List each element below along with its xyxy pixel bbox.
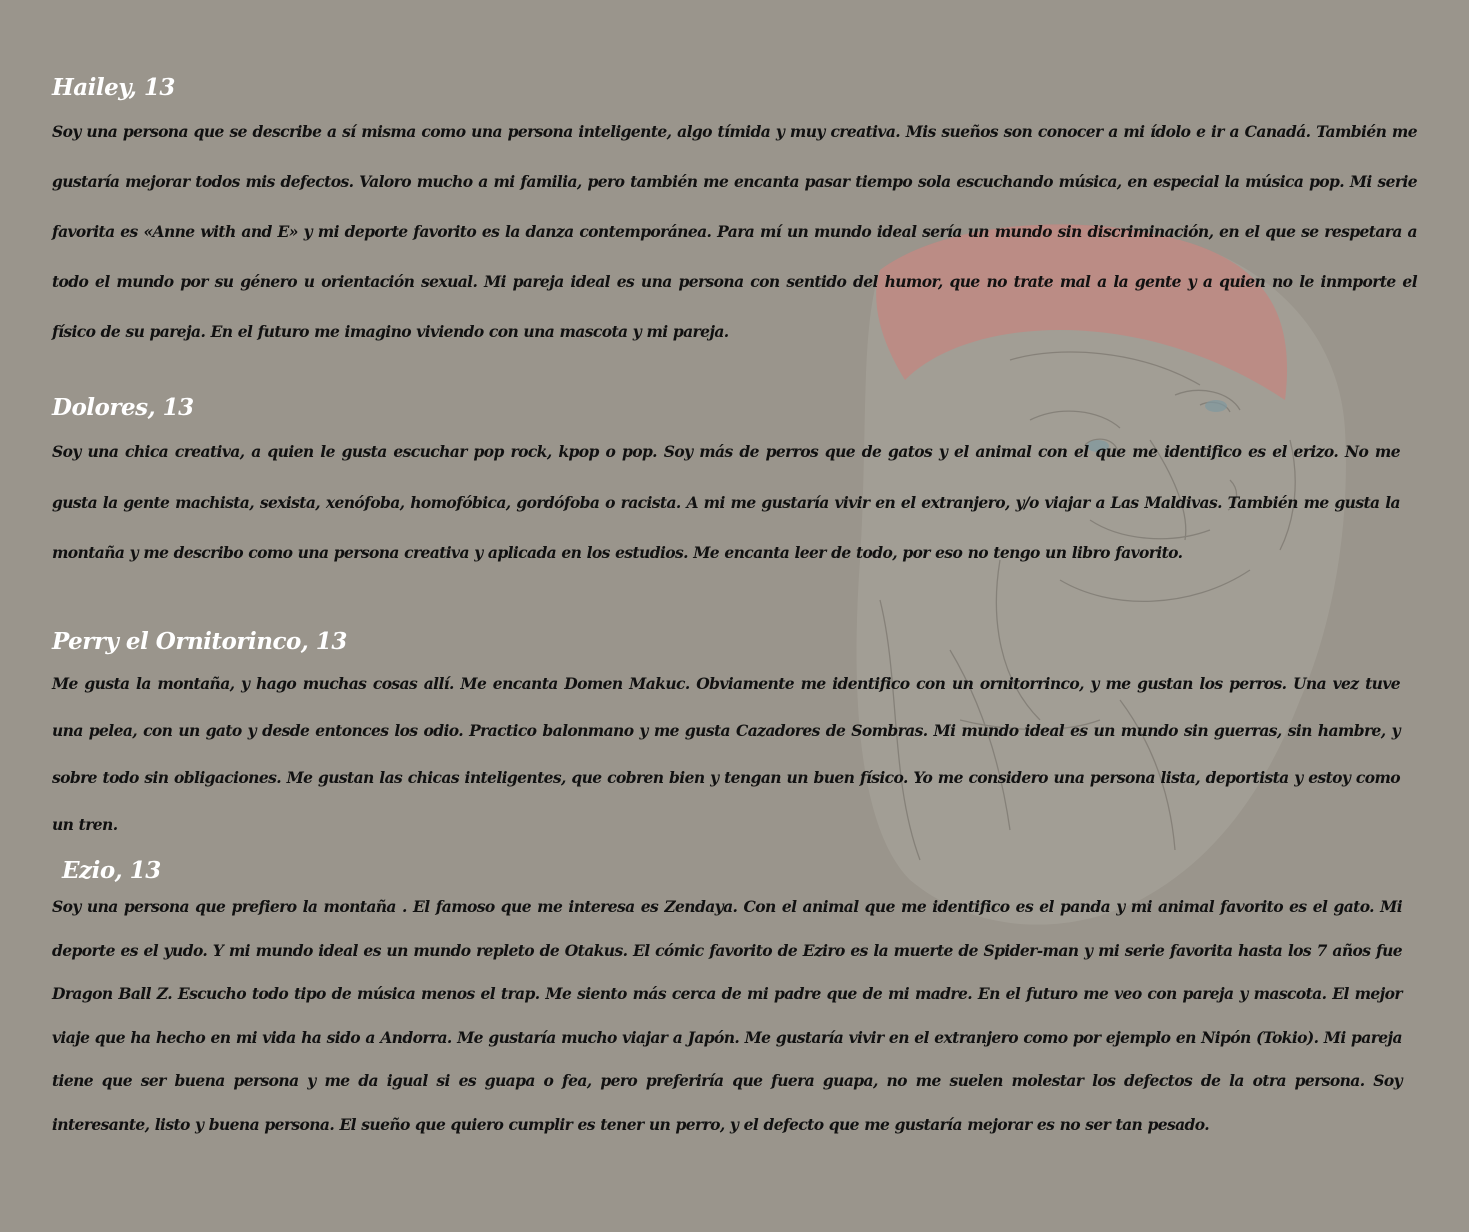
- entry-text: Soy una persona que prefiero la montaña . El famoso que me interesa es Zendaya. Con el animal que me identifico es el panda y mi animal favorito es el gato. Mi deporte es el yudo. Y mi mundo ideal es un mundo repleto de Otakus. El cómic favorito de Eziro es la muerte de Spider-man y mi serie favorita hasta los 7 años fue Dragon Ball Z. Escucho todo tipo de música menos el trap. Me siento más cerca de mi padre que de mi madre. En el futuro me veo con pareja y mascota. El mejor viaje que ha hecho en mi vida ha sido a Andorra. Me gustaría mucho viajar a Japón. Me gustaría vivir en el extranjero como por ejemplo en Nipón (Tokio). Mi pareja tiene que ser buena persona y me da igual si es guapa o fea, pero preferiría que fuera guapa, no me suelen molestar los defectos de la otra persona. Soy interesante, listo y buena persona. El sueño que quiero cumplir es tener un perro, y el defecto que me gustaría mejorar es no ser tan pesado.: [52, 897, 1402, 1134]
- entry-text: Soy una chica creativa, a quien le gusta escuchar pop rock, kpop o pop. Soy más de perros que de gatos y el animal con el que me identifico es el erizo. No me gusta la gente machista, sexista, xenófoba, homofóbica, gordófoba o racista. A mi me gustaría vivir en el extranjero, y/o viajar a Las Maldivas. También me gusta la montaña y me describo como una persona creativa y aplicada en los estudios. Me encanta leer de todo, por eso no tengo un libro favorito.: [52, 442, 1400, 562]
- entry-name: Hailey, 13: [52, 74, 175, 101]
- entry-text: Soy una persona que se describe a sí misma como una persona inteligente, algo tímida y muy creativa. Mis sueños son conocer a mi ídolo e ir a Canadá. También me gustaría mejorar todos mis defectos. Valoro mucho a mi familia, pero también me encanta pasar tiempo sola escuchando música, en especial la música pop. Mi serie favorita es «Anne with and E» y mi deporte favorito es la danza contemporánea. Para mí un mundo ideal sería un mundo sin discriminación, en el que se respetara a todo el mundo por su género u orientación sexual. Mi pareja ideal es una persona con sentido del humor, que no trate mal a la gente y a quien no le inmporte el físico de su pareja. En el futuro me imagino viviendo con una mascota y mi pareja.: [52, 122, 1417, 341]
- entry-hailey: [52, 74, 1417, 357]
- entry-dolores: [52, 394, 1400, 579]
- entry-name: Ezio, 13: [62, 857, 161, 884]
- entry-name: Perry el Ornitorinco, 13: [52, 628, 347, 655]
- entry-name: Dolores, 13: [52, 394, 194, 421]
- entry-perry: [52, 628, 1400, 848]
- entry-ezio: [52, 857, 1402, 1146]
- entry-text: Me gusta la montaña, y hago muchas cosas allí. Me encanta Domen Makuc. Obviamente me identifico con un ornitorrinco, y me gustan los perros. Una vez tuve una pelea, con un gato y desde entonces los odio. Practico balonmano y me gusta Cazadores de Sombras. Mi mundo ideal es un mundo sin guerras, sin hambre, y sobre todo sin obligaciones. Me gustan las chicas inteligentes, que cobren bien y tengan un buen físico. Yo me considero una persona lista, deportista y estoy como un tren.: [52, 674, 1400, 834]
